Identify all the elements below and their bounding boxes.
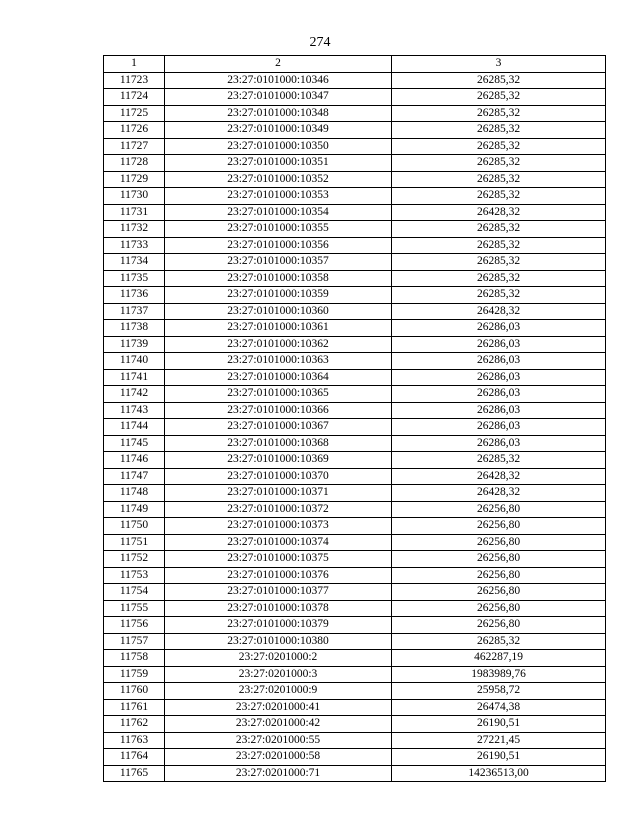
row-number-cell: 11764: [104, 749, 165, 766]
table-row: [104, 303, 606, 320]
cadastral-number-cell: 23:27:0101000:10356: [165, 237, 392, 254]
value-cell: 26285,32: [392, 155, 606, 172]
cadastral-number-cell: 23:27:0101000:10379: [165, 617, 392, 634]
row-number-cell: 11748: [104, 485, 165, 502]
table-row: [104, 749, 606, 766]
table-row: [104, 518, 606, 535]
table-row: [104, 353, 606, 370]
value-cell: 26285,32: [392, 171, 606, 188]
value-cell: 26285,32: [392, 72, 606, 89]
cadastral-number-cell: 23:27:0101000:10348: [165, 105, 392, 122]
cadastral-number-cell: 23:27:0201000:41: [165, 699, 392, 716]
row-number-cell: 11741: [104, 369, 165, 386]
row-number-cell: 11727: [104, 138, 165, 155]
value-cell: 26428,32: [392, 303, 606, 320]
value-cell: 27221,45: [392, 732, 606, 749]
row-number-cell: 11739: [104, 336, 165, 353]
cadastral-number-cell: 23:27:0101000:10370: [165, 468, 392, 485]
value-cell: 26286,03: [392, 419, 606, 436]
row-number-cell: 11738: [104, 320, 165, 337]
cadastral-number-cell: 23:27:0101000:10364: [165, 369, 392, 386]
row-number-cell: 11740: [104, 353, 165, 370]
table-row: [104, 287, 606, 304]
table-row: [104, 699, 606, 716]
value-cell: 1983989,76: [392, 666, 606, 683]
row-number-cell: 11729: [104, 171, 165, 188]
cadastral-number-cell: 23:27:0101000:10347: [165, 89, 392, 106]
table-row: [104, 666, 606, 683]
cadastral-number-cell: 23:27:0101000:10368: [165, 435, 392, 452]
value-cell: 26256,80: [392, 567, 606, 584]
cadastral-number-cell: 23:27:0101000:10346: [165, 72, 392, 89]
cadastral-number-cell: 23:27:0101000:10354: [165, 204, 392, 221]
value-cell: 26256,80: [392, 518, 606, 535]
value-cell: 26285,32: [392, 254, 606, 271]
value-cell: 26285,32: [392, 105, 606, 122]
value-cell: 26256,80: [392, 600, 606, 617]
row-number-cell: 11751: [104, 534, 165, 551]
value-cell: 26256,80: [392, 534, 606, 551]
table-row: [104, 89, 606, 106]
cadastral-number-cell: 23:27:0101000:10377: [165, 584, 392, 601]
cadastral-number-cell: 23:27:0101000:10374: [165, 534, 392, 551]
value-cell: 26190,51: [392, 716, 606, 733]
cadastral-number-cell: 23:27:0101000:10380: [165, 633, 392, 650]
value-cell: 26286,03: [392, 402, 606, 419]
row-number-cell: 11752: [104, 551, 165, 568]
table-row: [104, 600, 606, 617]
table-row: [104, 336, 606, 353]
cadastral-number-cell: 23:27:0101000:10360: [165, 303, 392, 320]
cadastral-number-cell: 23:27:0101000:10349: [165, 122, 392, 139]
table-row: [104, 732, 606, 749]
column-header: 3: [392, 56, 606, 73]
table-row: [104, 584, 606, 601]
cadastral-number-cell: 23:27:0101000:10371: [165, 485, 392, 502]
table-row: [104, 171, 606, 188]
value-cell: 26285,32: [392, 138, 606, 155]
value-cell: 26285,32: [392, 221, 606, 238]
cadastral-number-cell: 23:27:0201000:58: [165, 749, 392, 766]
table-row: [104, 716, 606, 733]
table-row: [104, 270, 606, 287]
row-number-cell: 11733: [104, 237, 165, 254]
row-number-cell: 11728: [104, 155, 165, 172]
table-row: [104, 237, 606, 254]
column-header: 1: [104, 56, 165, 73]
value-cell: 26286,03: [392, 320, 606, 337]
cadastral-number-cell: 23:27:0101000:10367: [165, 419, 392, 436]
cadastral-number-cell: 23:27:0201000:2: [165, 650, 392, 667]
cadastral-number-cell: 23:27:0101000:10353: [165, 188, 392, 205]
table-row: [104, 452, 606, 469]
table-row: [104, 105, 606, 122]
table-row: [104, 435, 606, 452]
cadastral-number-cell: 23:27:0201000:42: [165, 716, 392, 733]
row-number-cell: 11765: [104, 765, 165, 782]
table-row: [104, 683, 606, 700]
row-number-cell: 11745: [104, 435, 165, 452]
value-cell: 26428,32: [392, 468, 606, 485]
cadastral-number-cell: 23:27:0101000:10366: [165, 402, 392, 419]
value-cell: 26285,32: [392, 270, 606, 287]
table-row: [104, 188, 606, 205]
value-cell: 14236513,00: [392, 765, 606, 782]
row-number-cell: 11732: [104, 221, 165, 238]
table-row: [104, 468, 606, 485]
value-cell: 26286,03: [392, 386, 606, 403]
row-number-cell: 11753: [104, 567, 165, 584]
row-number-cell: 11755: [104, 600, 165, 617]
value-cell: 26285,32: [392, 89, 606, 106]
table-row: [104, 122, 606, 139]
row-number-cell: 11726: [104, 122, 165, 139]
row-number-cell: 11725: [104, 105, 165, 122]
row-number-cell: 11759: [104, 666, 165, 683]
row-number-cell: 11731: [104, 204, 165, 221]
row-number-cell: 11723: [104, 72, 165, 89]
value-cell: 26256,80: [392, 617, 606, 634]
cadastral-number-cell: 23:27:0101000:10359: [165, 287, 392, 304]
cadastral-number-cell: 23:27:0101000:10357: [165, 254, 392, 271]
row-number-cell: 11737: [104, 303, 165, 320]
cadastral-value-table: [103, 55, 606, 782]
cadastral-number-cell: 23:27:0201000:9: [165, 683, 392, 700]
value-cell: 26256,80: [392, 551, 606, 568]
row-number-cell: 11734: [104, 254, 165, 271]
cadastral-number-cell: 23:27:0101000:10363: [165, 353, 392, 370]
value-cell: 26286,03: [392, 435, 606, 452]
table-row: [104, 419, 606, 436]
row-number-cell: 11742: [104, 386, 165, 403]
row-number-cell: 11743: [104, 402, 165, 419]
value-cell: 26286,03: [392, 369, 606, 386]
table-row: [104, 221, 606, 238]
row-number-cell: 11757: [104, 633, 165, 650]
cadastral-number-cell: 23:27:0101000:10361: [165, 320, 392, 337]
row-number-cell: 11760: [104, 683, 165, 700]
value-cell: 26428,32: [392, 204, 606, 221]
cadastral-number-cell: 23:27:0201000:71: [165, 765, 392, 782]
value-cell: 26285,32: [392, 287, 606, 304]
page-number: 274: [309, 35, 331, 50]
value-cell: 26285,32: [392, 633, 606, 650]
table-row: [104, 650, 606, 667]
cadastral-number-cell: 23:27:0101000:10373: [165, 518, 392, 535]
table-row: [104, 402, 606, 419]
cadastral-number-cell: 23:27:0101000:10369: [165, 452, 392, 469]
row-number-cell: 11758: [104, 650, 165, 667]
cadastral-number-cell: 23:27:0101000:10350: [165, 138, 392, 155]
value-cell: 462287,19: [392, 650, 606, 667]
row-number-cell: 11747: [104, 468, 165, 485]
table-row: [104, 617, 606, 634]
table-row: [104, 204, 606, 221]
row-number-cell: 11762: [104, 716, 165, 733]
cadastral-number-cell: 23:27:0201000:55: [165, 732, 392, 749]
cadastral-number-cell: 23:27:0101000:10372: [165, 501, 392, 518]
value-cell: 26474,38: [392, 699, 606, 716]
cadastral-number-cell: 23:27:0101000:10351: [165, 155, 392, 172]
table-row: [104, 386, 606, 403]
row-number-cell: 11761: [104, 699, 165, 716]
value-cell: 26285,32: [392, 237, 606, 254]
table-row: [104, 155, 606, 172]
table-row: [104, 369, 606, 386]
table-row: [104, 254, 606, 271]
row-number-cell: 11736: [104, 287, 165, 304]
table-row: [104, 534, 606, 551]
row-number-cell: 11724: [104, 89, 165, 106]
table-row: [104, 501, 606, 518]
value-cell: 26256,80: [392, 584, 606, 601]
row-number-cell: 11730: [104, 188, 165, 205]
value-cell: 26428,32: [392, 485, 606, 502]
value-cell: 26286,03: [392, 353, 606, 370]
table-row: [104, 633, 606, 650]
value-cell: 26285,32: [392, 452, 606, 469]
row-number-cell: 11735: [104, 270, 165, 287]
value-cell: 26256,80: [392, 501, 606, 518]
cadastral-number-cell: 23:27:0101000:10355: [165, 221, 392, 238]
value-cell: 26285,32: [392, 188, 606, 205]
value-cell: 26285,32: [392, 122, 606, 139]
cadastral-number-cell: 23:27:0101000:10375: [165, 551, 392, 568]
row-number-cell: 11749: [104, 501, 165, 518]
table-row: [104, 320, 606, 337]
column-header: 2: [165, 56, 392, 73]
value-cell: 26286,03: [392, 336, 606, 353]
cadastral-number-cell: 23:27:0101000:10365: [165, 386, 392, 403]
cadastral-number-cell: 23:27:0201000:3: [165, 666, 392, 683]
table-row: [104, 765, 606, 782]
row-number-cell: 11763: [104, 732, 165, 749]
row-number-cell: 11754: [104, 584, 165, 601]
table-row: [104, 138, 606, 155]
row-number-cell: 11756: [104, 617, 165, 634]
cadastral-number-cell: 23:27:0101000:10378: [165, 600, 392, 617]
row-number-cell: 11750: [104, 518, 165, 535]
row-number-cell: 11744: [104, 419, 165, 436]
cadastral-number-cell: 23:27:0101000:10358: [165, 270, 392, 287]
table-row: [104, 72, 606, 89]
value-cell: 25958,72: [392, 683, 606, 700]
table-row: [104, 485, 606, 502]
row-number-cell: 11746: [104, 452, 165, 469]
table-row: [104, 551, 606, 568]
header-row: [104, 56, 606, 73]
cadastral-number-cell: 23:27:0101000:10352: [165, 171, 392, 188]
cadastral-number-cell: 23:27:0101000:10362: [165, 336, 392, 353]
value-cell: 26190,51: [392, 749, 606, 766]
table-row: [104, 567, 606, 584]
cadastral-number-cell: 23:27:0101000:10376: [165, 567, 392, 584]
